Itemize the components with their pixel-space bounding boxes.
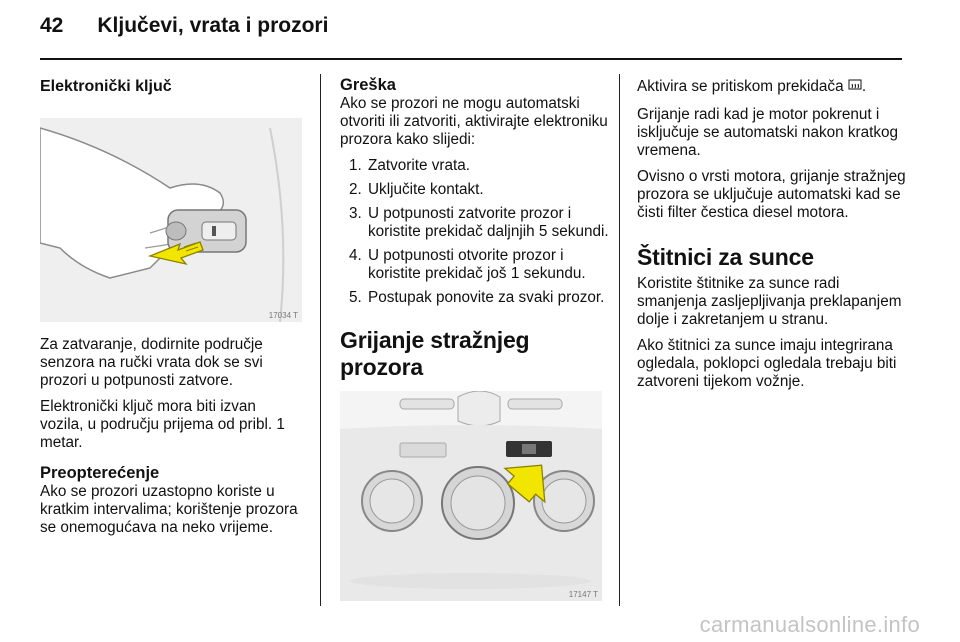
section-heading: Grijanje stražnjeg prozora	[340, 327, 530, 380]
paragraph: Ako se prozori uzastopno koriste u kratkim intervalima; korištenje prozora se onemogućava na neko vrijeme.	[40, 483, 298, 536]
subheading: Greška	[340, 76, 396, 94]
watermark: carmanualsonline.info	[699, 612, 920, 637]
page-number: 42	[40, 14, 64, 37]
paragraph: Ovisno o vrsti motora, grijanje stražnjeg prozora se uključuje automatski kad se čisti filter čestica diesel motora.	[637, 168, 906, 221]
section-heading: Štitnici za sunce	[637, 244, 814, 270]
section-heading: Elektronički ključ	[40, 78, 172, 95]
list-item: 3. U potpunosti zatvorite prozor i koristite prekidač daljnjih 5 sekundi.	[366, 205, 610, 241]
paragraph: Aktivira se pritiskom prekidača .	[637, 78, 912, 98]
rear-window-heat-icon	[848, 79, 862, 98]
figure-code: 17034 T	[268, 311, 298, 320]
column-1	[40, 72, 300, 545]
paragraph: Ako se prozori ne mogu automatski otvoriti ili zatvoriti, aktivirajte elektroniku prozora kako slijedi:	[340, 95, 608, 148]
figure-code: 17147 T	[568, 590, 598, 599]
column-2	[340, 72, 610, 601]
climate-panel-illustration	[340, 391, 602, 601]
climate-panel-figure	[340, 391, 602, 601]
list-item: 5. Postupak ponovite za svaki prozor.	[366, 289, 610, 307]
column-3	[637, 72, 912, 399]
column-divider	[320, 74, 321, 606]
paragraph: Elektronički ključ mora biti izvan vozila, u području prijema od pribl. 1 metar.	[40, 398, 285, 451]
chapter-title: Ključevi, vrata i prozori	[97, 14, 329, 37]
paragraph: Za zatvaranje, dodirnite područje senzora na ručki vrata dok se svi prozori u potpunosti zatvore.	[40, 336, 263, 389]
column-divider	[619, 74, 620, 606]
paragraph: Grijanje radi kad je motor pokrenut i isključuje se automatski nakon kratkog vremena.	[637, 106, 899, 159]
list-item: 4. U potpunosti otvorite prozor i koristite prekidač još 1 sekundu.	[366, 247, 610, 283]
page-header	[40, 14, 328, 54]
door-handle-illustration	[40, 118, 302, 322]
header-rule	[40, 58, 902, 60]
paragraph-text: Aktivira se pritiskom prekidača	[637, 78, 844, 95]
list-item: 1. Zatvorite vrata.	[366, 157, 610, 175]
subheading: Preopterećenje	[40, 464, 160, 482]
steps-list	[340, 157, 610, 307]
list-item: 2. Uključite kontakt.	[366, 181, 610, 199]
paragraph: Koristite štitnike za sunce radi smanjenja zasljepljivanja preklapanjem dolje i zakretanjem u stranu.	[637, 275, 902, 328]
door-handle-figure	[40, 118, 302, 322]
paragraph: Ako štitnici za sunce imaju integrirana ogledala, poklopci ogledala trebaju biti zatvoreni tijekom vožnje.	[637, 337, 897, 390]
